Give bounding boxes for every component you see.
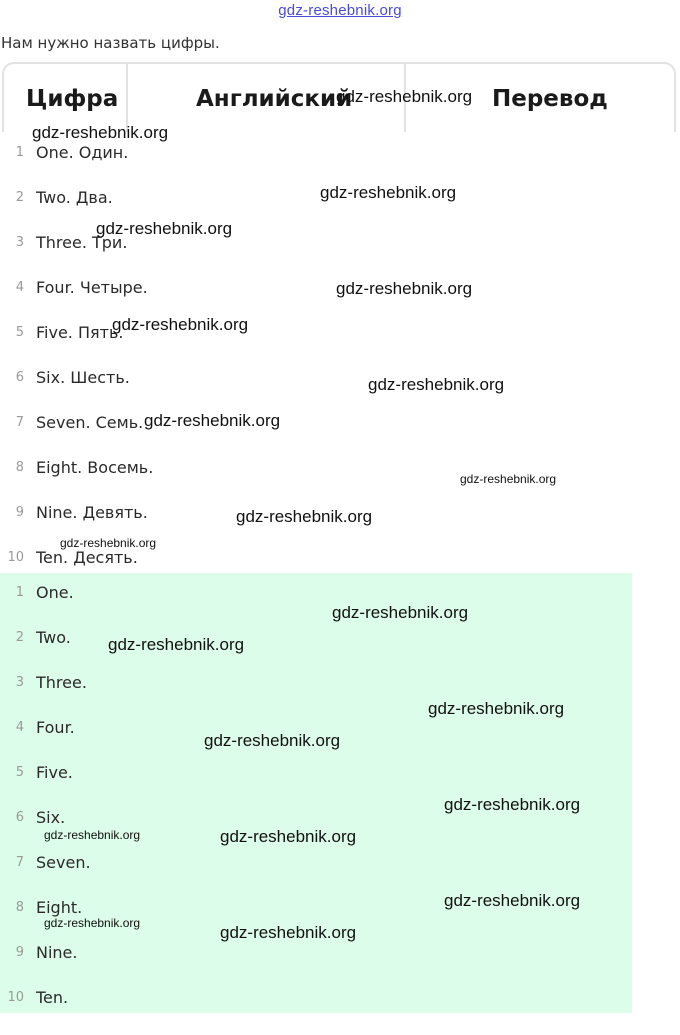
watermark: gdz-reshebnik.org xyxy=(220,827,357,846)
row-text: Ten. Десять. xyxy=(36,548,138,567)
row-text: Five. xyxy=(36,763,73,782)
row-number: 8 xyxy=(15,900,24,915)
header-english: Английский xyxy=(196,86,353,112)
row-number: 6 xyxy=(15,370,24,385)
row-text: Five. Пять. xyxy=(36,323,124,342)
watermark: gdz-reshebnik.org xyxy=(368,375,505,394)
watermark: gdz-reshebnik.org xyxy=(44,828,141,842)
list-item xyxy=(0,460,680,505)
row-number: 7 xyxy=(15,415,24,430)
row-text: Nine. xyxy=(36,943,78,962)
row-text: Six. Шесть. xyxy=(36,368,130,387)
row-number: 2 xyxy=(15,190,24,205)
row-number: 5 xyxy=(15,765,24,780)
watermark: gdz-reshebnik.org xyxy=(220,923,357,942)
row-number: 6 xyxy=(15,810,24,825)
row-text: Ten. xyxy=(36,988,69,1007)
row-number: 7 xyxy=(15,855,24,870)
header-translation: Перевод xyxy=(492,86,608,112)
watermark: gdz-reshebnik.org xyxy=(96,219,233,238)
row-text: Three. Три. xyxy=(36,233,128,252)
column-divider xyxy=(126,64,128,132)
watermark: gdz-reshebnik.org xyxy=(336,87,473,106)
row-text: Four. xyxy=(36,718,75,737)
row-number: 8 xyxy=(15,460,24,475)
watermark: gdz-reshebnik.org xyxy=(60,536,157,550)
watermark: gdz-reshebnik.org xyxy=(444,795,581,814)
watermark: gdz-reshebnik.org xyxy=(332,603,469,622)
row-number: 9 xyxy=(15,505,24,520)
watermark: gdz-reshebnik.org xyxy=(204,731,341,750)
row-text: Two. xyxy=(36,628,71,647)
row-number: 1 xyxy=(15,145,24,160)
header-digit: Цифра xyxy=(26,86,119,112)
row-number: 2 xyxy=(15,630,24,645)
row-number: 10 xyxy=(7,550,24,565)
row-number: 1 xyxy=(15,585,24,600)
watermark: gdz-reshebnik.org xyxy=(44,916,141,930)
watermark: gdz-reshebnik.org xyxy=(320,183,457,202)
row-text: Four. Четыре. xyxy=(36,278,148,297)
watermark: gdz-reshebnik.org xyxy=(460,472,557,486)
row-text: One. Один. xyxy=(36,143,129,162)
list-item xyxy=(0,945,680,990)
row-text: Two. Два. xyxy=(36,188,113,207)
watermark: gdz-reshebnik.org xyxy=(144,411,281,430)
watermark: gdz-reshebnik.org xyxy=(336,279,473,298)
row-number: 4 xyxy=(15,280,24,295)
watermark: gdz-reshebnik.org xyxy=(108,635,245,654)
intro-text: Нам нужно назвать цифры. xyxy=(1,34,220,52)
watermark: gdz-reshebnik.org xyxy=(236,507,373,526)
row-text: Eight. xyxy=(36,898,83,917)
watermark: gdz-reshebnik.org xyxy=(444,891,581,910)
row-text: One. xyxy=(36,583,74,602)
watermark: gdz-reshebnik.org xyxy=(32,123,169,142)
list-item xyxy=(0,325,680,370)
row-number: 3 xyxy=(15,235,24,250)
row-number: 10 xyxy=(7,990,24,1005)
row-number: 3 xyxy=(15,675,24,690)
row-number: 4 xyxy=(15,720,24,735)
row-text: Eight. Восемь. xyxy=(36,458,154,477)
row-number: 5 xyxy=(15,325,24,340)
list-item xyxy=(0,415,680,460)
list-item xyxy=(0,370,680,415)
site-title-link[interactable]: gdz-reshebnik.org xyxy=(278,2,402,19)
row-text: Six. xyxy=(36,808,66,827)
row-text: Three. xyxy=(36,673,87,692)
list-item xyxy=(0,630,680,675)
list-item xyxy=(0,235,680,280)
row-number: 9 xyxy=(15,945,24,960)
watermark: gdz-reshebnik.org xyxy=(428,699,565,718)
watermark: gdz-reshebnik.org xyxy=(112,315,249,334)
row-text: Nine. Девять. xyxy=(36,503,148,522)
list-item xyxy=(0,675,680,720)
row-text: Seven. xyxy=(36,853,91,872)
row-text: Seven. Семь. xyxy=(36,413,144,432)
